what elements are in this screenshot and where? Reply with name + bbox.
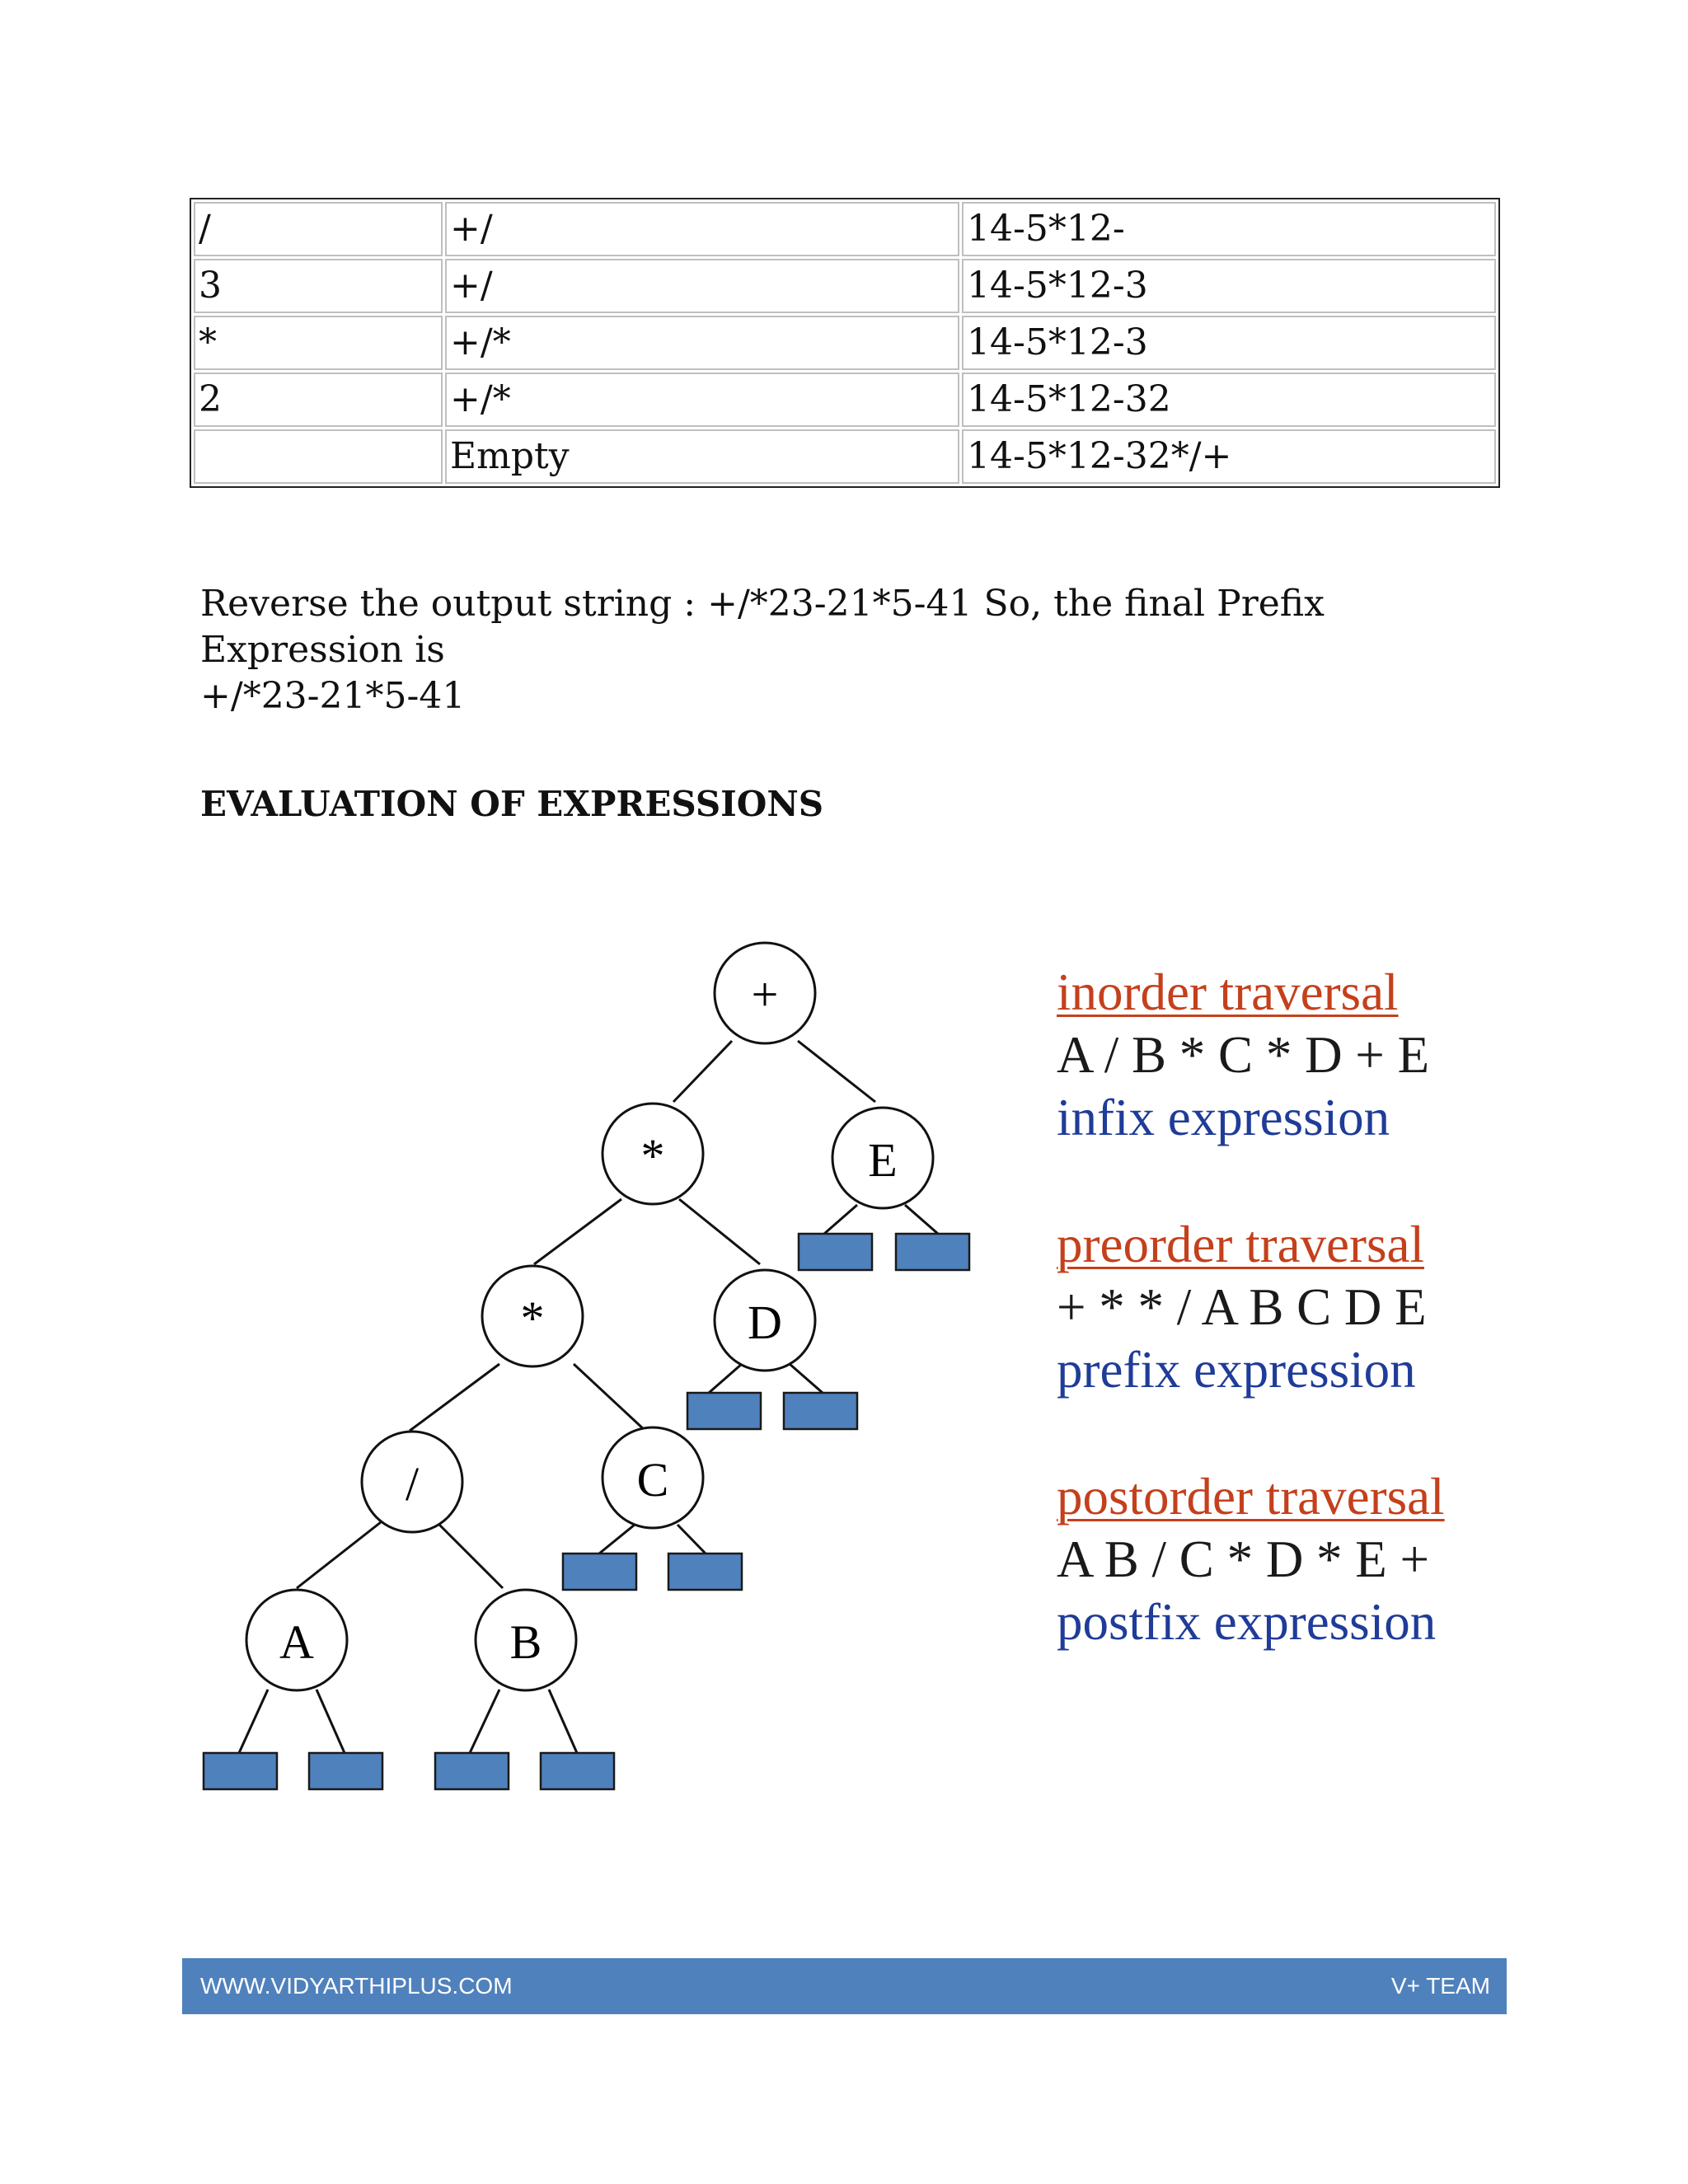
node-label: E xyxy=(868,1133,898,1187)
table-cell: +/* xyxy=(445,316,959,370)
section-heading: EVALUATION OF EXPRESSIONS xyxy=(200,784,824,824)
tree-node-d xyxy=(715,1270,815,1371)
tree-node-plus xyxy=(715,943,815,1043)
tree-edge xyxy=(297,1522,381,1588)
table-cell: 14-5*12- xyxy=(962,202,1496,256)
tree-node-b xyxy=(476,1590,576,1690)
tree-node-multiply xyxy=(482,1266,583,1366)
traversal-sequence: A / B * C * D + E xyxy=(1057,1026,1430,1084)
tree-edge xyxy=(790,1364,823,1393)
node-label: * xyxy=(640,1129,665,1183)
tree-node-e xyxy=(832,1108,933,1208)
tree-node-a xyxy=(246,1590,347,1690)
tree-edge xyxy=(678,1525,706,1554)
table-cell: 14-5*12-32*/+ xyxy=(962,429,1496,484)
empty-leaf xyxy=(541,1753,614,1789)
node-label: + xyxy=(751,968,779,1021)
traversal-title: postorder traversal xyxy=(1057,1468,1445,1526)
node-label: D xyxy=(748,1296,782,1349)
empty-leaf xyxy=(687,1393,761,1429)
tree-edge xyxy=(574,1364,645,1431)
tree-edge xyxy=(905,1205,938,1234)
node-label: * xyxy=(520,1291,545,1345)
tree-edge xyxy=(410,1364,499,1431)
tree-edge xyxy=(316,1690,345,1753)
paragraph-line: Reverse the output string : +/*23-21*5-41 So, the final Prefix Expression is xyxy=(200,583,1325,671)
tree-edge xyxy=(824,1205,857,1234)
empty-leaf xyxy=(435,1753,509,1789)
node-label: C xyxy=(636,1453,669,1507)
tree-edge xyxy=(599,1525,635,1554)
tree-edge xyxy=(549,1690,577,1753)
tree-edge xyxy=(679,1199,760,1264)
tree-edge xyxy=(437,1522,503,1588)
empty-leaf xyxy=(784,1393,857,1429)
tree-edge xyxy=(470,1690,499,1753)
node-label: B xyxy=(509,1615,542,1669)
tree-edge xyxy=(673,1041,732,1102)
traversal-title: inorder traversal xyxy=(1057,963,1399,1021)
tree-edge xyxy=(709,1364,742,1393)
tree-edge xyxy=(798,1041,875,1102)
empty-leaf xyxy=(204,1753,277,1789)
footer-website-link[interactable]: WWW.VIDYARTHIPLUS.COM xyxy=(200,1973,513,1999)
traversal-kind: infix expression xyxy=(1057,1089,1390,1146)
tree-node-c xyxy=(603,1427,703,1528)
tree-node-multiply xyxy=(603,1104,703,1204)
table-cell: 14-5*12-32 xyxy=(962,373,1496,427)
traversal-sequence: + * * / A B C D E xyxy=(1057,1278,1427,1336)
tree-edge xyxy=(239,1690,268,1753)
table-cell: +/* xyxy=(445,373,959,427)
empty-leaf xyxy=(896,1234,969,1270)
empty-leaf xyxy=(799,1234,872,1270)
traversal-title: preorder traversal xyxy=(1057,1216,1424,1273)
table-cell: 14-5*12-3 xyxy=(962,316,1496,370)
tree-edge xyxy=(534,1199,621,1264)
node-label: A xyxy=(279,1615,314,1669)
traversal-sequence: A B / C * D * E + xyxy=(1057,1530,1430,1588)
preorder-block xyxy=(1057,1213,1427,1401)
table-cell: Empty xyxy=(445,429,959,484)
empty-leaf xyxy=(563,1554,636,1590)
paragraph-line: +/*23-21*5-41 xyxy=(200,675,466,717)
node-label: / xyxy=(405,1457,420,1511)
table-cell: * xyxy=(194,316,443,370)
traversal-kind: postfix expression xyxy=(1057,1593,1437,1651)
postorder-block xyxy=(1057,1465,1445,1653)
table-cell: +/ xyxy=(445,259,959,313)
table-cell: 3 xyxy=(194,259,443,313)
empty-leaf xyxy=(309,1753,382,1789)
table-cell: 14-5*12-3 xyxy=(962,259,1496,313)
traversal-kind: prefix expression xyxy=(1057,1341,1416,1399)
inorder-block xyxy=(1057,961,1429,1149)
page-footer xyxy=(182,1958,1507,2014)
table-cell: 2 xyxy=(194,373,443,427)
empty-leaf xyxy=(668,1554,742,1590)
table-cell: +/ xyxy=(445,202,959,256)
tree-node-divide xyxy=(362,1432,462,1532)
empty-leaves xyxy=(204,1234,969,1789)
table-cell: / xyxy=(194,202,443,256)
footer-team-label: V+ TEAM xyxy=(1390,1973,1490,1999)
